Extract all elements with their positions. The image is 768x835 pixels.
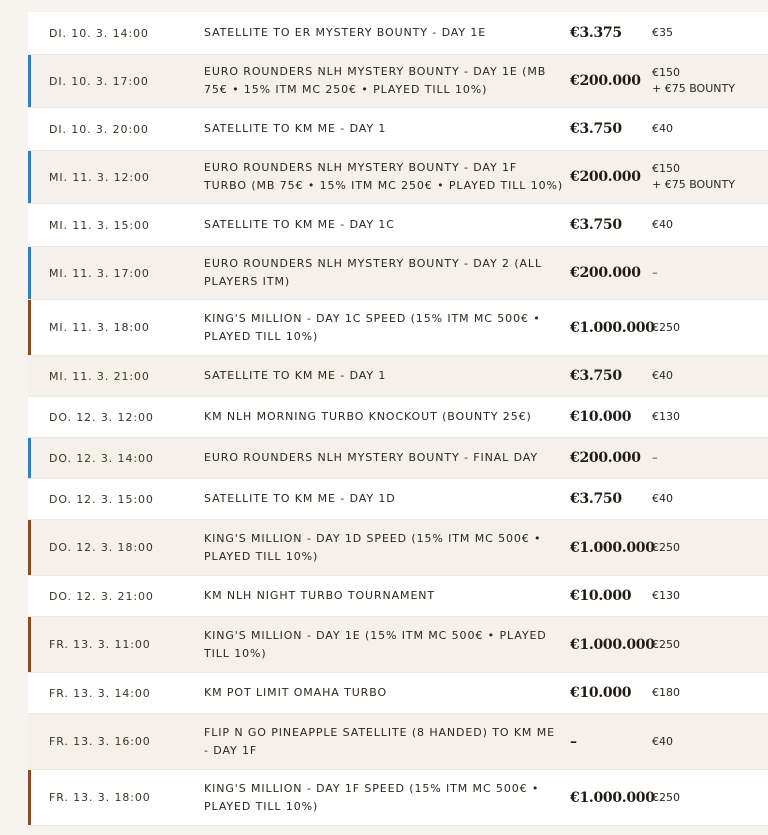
event-datetime: DO. 12. 3. 18:00 xyxy=(49,541,154,554)
buy-in xyxy=(652,790,768,806)
row-category-marker xyxy=(28,617,31,672)
prize-pool: €10.000 xyxy=(570,588,632,604)
event-datetime: MI. 11. 3. 21:00 xyxy=(49,369,150,383)
event-datetime: DI. 10. 3. 17:00 xyxy=(49,74,149,88)
event-name: KING'S MILLION - DAY 1D SPEED (15% ITM MC 500€ • PLAYED TILL 10%) xyxy=(204,531,542,563)
event-name: KING'S MILLION - DAY 1C SPEED (15% ITM MC 500€ • PLAYED TILL 10%) xyxy=(204,311,541,343)
event-datetime: FR. 13. 3. 11:00 xyxy=(49,638,151,651)
table-row[interactable] xyxy=(28,576,768,617)
table-row[interactable] xyxy=(28,151,768,204)
prize-pool: €3.750 xyxy=(570,491,622,507)
prize-pool: €1.000.000 xyxy=(570,636,655,653)
event-datetime: DO. 12. 3. 15:00 xyxy=(49,492,154,506)
row-category-marker xyxy=(28,520,31,575)
buy-in xyxy=(652,25,768,41)
table-row[interactable] xyxy=(28,770,768,826)
row-category-marker xyxy=(28,438,31,478)
event-datetime: MI. 11. 3. 12:00 xyxy=(49,170,150,184)
buy-in-amount: €250 xyxy=(652,320,680,334)
buy-in-amount: €150 xyxy=(652,66,680,79)
table-row[interactable] xyxy=(28,12,768,55)
buy-in-amount: – xyxy=(652,266,658,279)
prize-pool: €10.000 xyxy=(570,409,632,425)
row-category-marker xyxy=(28,12,31,54)
buy-in xyxy=(652,65,768,97)
row-category-marker xyxy=(28,55,31,107)
event-name: KM POT LIMIT OMAHA TURBO xyxy=(204,686,388,699)
buy-in-amount: €40 xyxy=(652,492,673,505)
event-name: SATELLITE TO ER MYSTERY BOUNTY - DAY 1E xyxy=(204,26,487,39)
table-row[interactable] xyxy=(28,204,768,247)
event-name: EURO ROUNDERS NLH MYSTERY BOUNTY - DAY 1F TURBO (MB 75€ • 15% ITM MC 250€ • PLAYED TILL 10%) xyxy=(204,161,564,192)
table-row[interactable] xyxy=(28,108,768,151)
buy-in-amount: €40 xyxy=(652,122,673,135)
buy-in-amount: €40 xyxy=(652,734,673,748)
event-datetime: FR. 13. 3. 16:00 xyxy=(49,735,151,748)
buy-in xyxy=(652,450,768,466)
buy-in-amount: €40 xyxy=(652,218,673,231)
left-gutter xyxy=(0,0,28,835)
prize-pool: €1.000.000 xyxy=(570,319,655,336)
tournament-schedule-table xyxy=(28,12,768,826)
buy-in xyxy=(652,320,768,336)
table-row[interactable] xyxy=(28,397,768,438)
event-name: SATELLITE TO KM ME - DAY 1 xyxy=(204,122,387,135)
buy-in-amount: €35 xyxy=(652,26,673,39)
event-datetime: MI. 11. 3. 17:00 xyxy=(49,266,150,280)
prize-pool: €3.750 xyxy=(570,121,622,137)
buy-in xyxy=(652,540,768,556)
table-row[interactable] xyxy=(28,247,768,300)
buy-in-amount: – xyxy=(652,451,658,464)
buy-in xyxy=(652,368,768,384)
prize-pool: €200.000 xyxy=(570,169,641,185)
table-row[interactable] xyxy=(28,520,768,576)
event-name: SATELLITE TO KM ME - DAY 1D xyxy=(204,492,396,505)
table-row[interactable] xyxy=(28,300,768,356)
buy-in xyxy=(652,637,768,653)
buy-in-amount: €250 xyxy=(652,790,680,804)
event-datetime: MI. 11. 3. 15:00 xyxy=(49,218,150,232)
row-category-marker xyxy=(28,714,31,769)
buy-in-amount: €180 xyxy=(652,686,680,699)
buy-in xyxy=(652,491,768,507)
buy-in-amount: €40 xyxy=(652,369,673,382)
prize-pool: €3.375 xyxy=(570,25,622,41)
buy-in-amount: €250 xyxy=(652,540,680,554)
event-name: KM NLH NIGHT TURBO TOURNAMENT xyxy=(204,589,436,602)
buy-in xyxy=(652,588,768,604)
prize-pool: €1.000.000 xyxy=(570,539,655,556)
prize-pool: €1.000.000 xyxy=(570,789,655,806)
table-row[interactable] xyxy=(28,714,768,770)
row-category-marker xyxy=(28,204,31,246)
buy-in-amount: €250 xyxy=(652,637,680,651)
table-row[interactable] xyxy=(28,673,768,714)
row-category-marker xyxy=(28,247,31,299)
buy-in-amount: €130 xyxy=(652,589,680,602)
row-category-marker xyxy=(28,356,31,396)
event-name: KING'S MILLION - DAY 1F SPEED (15% ITM MC 500€ • PLAYED TILL 10%) xyxy=(204,781,540,813)
event-datetime: DO. 12. 3. 14:00 xyxy=(49,451,154,465)
buy-in xyxy=(652,734,768,750)
table-row[interactable] xyxy=(28,617,768,673)
prize-pool: – xyxy=(570,733,577,750)
event-name: EURO ROUNDERS NLH MYSTERY BOUNTY - DAY 1E (MB 75€ • 15% ITM MC 250€ • PLAYED TILL 10%) xyxy=(204,65,547,96)
event-datetime: FR. 13. 3. 14:00 xyxy=(49,686,151,700)
event-name: EURO ROUNDERS NLH MYSTERY BOUNTY - FINAL DAY xyxy=(204,451,538,464)
event-datetime: DO. 12. 3. 12:00 xyxy=(49,410,154,424)
row-category-marker xyxy=(28,397,31,437)
table-row[interactable] xyxy=(28,479,768,520)
event-name: KING'S MILLION - DAY 1E (15% ITM MC 500€ • PLAYED TILL 10%) xyxy=(204,628,547,660)
prize-pool: €200.000 xyxy=(570,265,641,281)
event-datetime: MI. 11. 3. 18:00 xyxy=(49,321,150,334)
row-category-marker xyxy=(28,673,31,713)
buy-in xyxy=(652,121,768,137)
event-datetime: DI. 10. 3. 14:00 xyxy=(49,26,149,40)
event-datetime: DO. 12. 3. 21:00 xyxy=(49,589,154,603)
prize-pool: €3.750 xyxy=(570,217,622,233)
buy-in xyxy=(652,685,768,701)
buy-in xyxy=(652,409,768,425)
row-category-marker xyxy=(28,576,31,616)
event-datetime: FR. 13. 3. 18:00 xyxy=(49,791,151,804)
bounty-amount: + €75 BOUNTY xyxy=(652,178,735,191)
prize-pool: €200.000 xyxy=(570,450,641,466)
buy-in xyxy=(652,217,768,233)
buy-in xyxy=(652,161,768,193)
row-category-marker xyxy=(28,108,31,150)
table-row[interactable] xyxy=(28,438,768,479)
row-category-marker xyxy=(28,479,31,519)
bounty-amount: + €75 BOUNTY xyxy=(652,82,735,95)
prize-pool: €200.000 xyxy=(570,73,641,89)
event-name: KM NLH MORNING TURBO KNOCKOUT (BOUNTY 25€) xyxy=(204,410,532,423)
event-name: SATELLITE TO KM ME - DAY 1C xyxy=(204,218,395,231)
prize-pool: €10.000 xyxy=(570,685,632,701)
prize-pool: €3.750 xyxy=(570,368,622,384)
row-category-marker xyxy=(28,770,31,825)
event-name: FLIP N GO PINEAPPLE SATELLITE (8 HANDED) TO KM ME - DAY 1F xyxy=(204,725,555,757)
event-name: SATELLITE TO KM ME - DAY 1 xyxy=(204,369,387,382)
table-row[interactable] xyxy=(28,356,768,397)
event-name: EURO ROUNDERS NLH MYSTERY BOUNTY - DAY 2 (ALL PLAYERS ITM) xyxy=(204,257,542,288)
buy-in-amount: €130 xyxy=(652,410,680,423)
row-category-marker xyxy=(28,151,31,203)
row-category-marker xyxy=(28,300,31,355)
table-row[interactable] xyxy=(28,55,768,108)
event-datetime: DI. 10. 3. 20:00 xyxy=(49,122,149,136)
buy-in xyxy=(652,265,768,281)
buy-in-amount: €150 xyxy=(652,162,680,175)
